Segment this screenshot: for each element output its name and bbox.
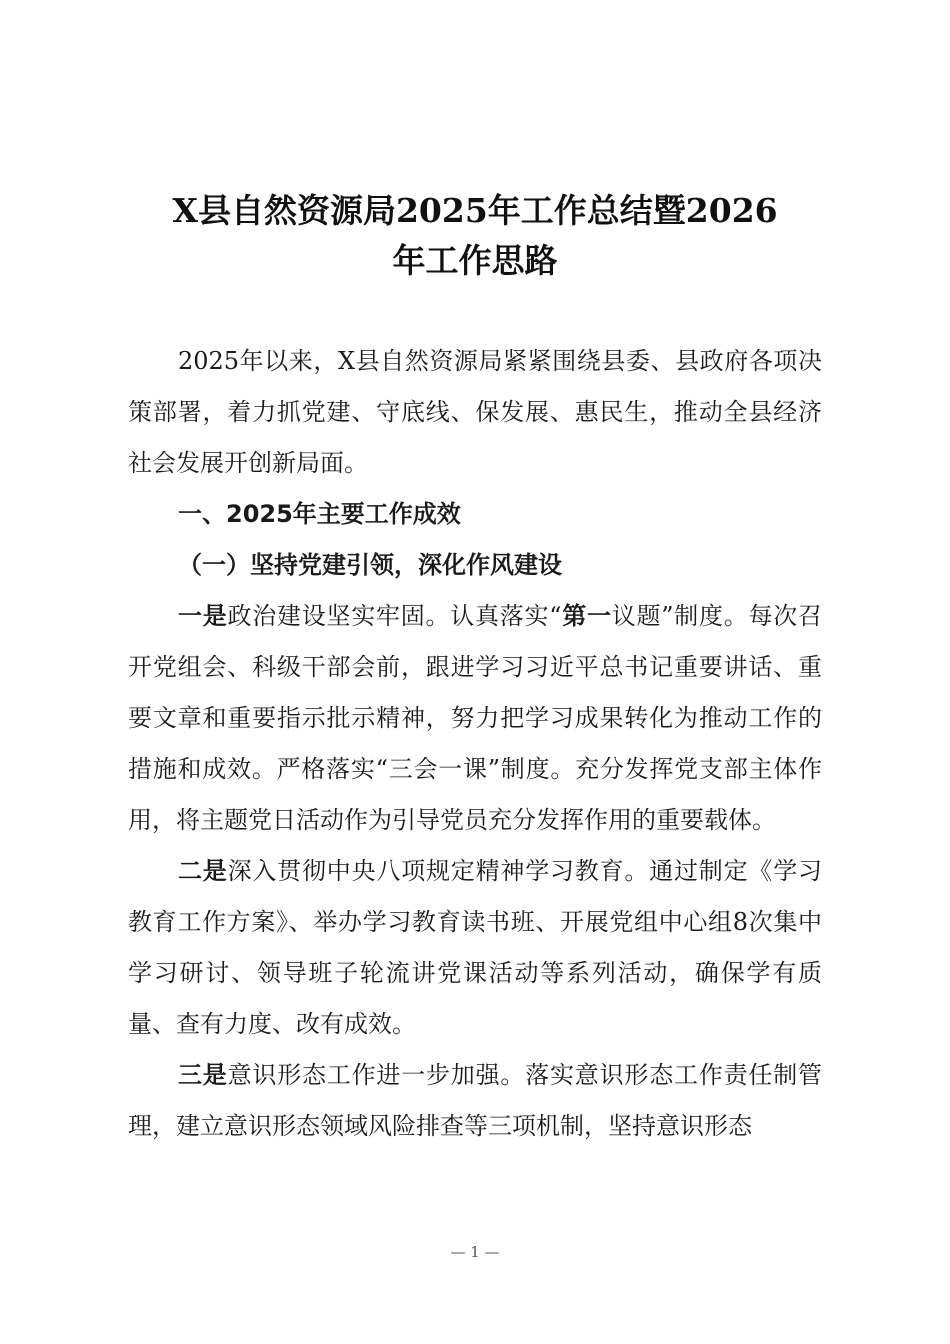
item-text: 政治建设坚实牢固。认真落实“ [227, 602, 562, 630]
item-text: 议题”制度。每次召开党组会、科级干部会前，跟进学习习近平总书记重要讲话、重要文章和重要指示批示精神，努力把学习成果转化为推动工作的措施和成效。严格落实“三会一课”制度。充分发挥党支部主体作用，将主题党日活动作为引导党员充分发挥作用的重要载体。 [128, 602, 822, 834]
item-text: 深入贯彻中央八项规定精神学习教育。通过制定《学习教育工作方案》、举办学习教育读书班、开展党组中心组8次集中学习研讨、领导班子轮流讲党课活动等系列活动，确保学有质量、查有力度、改有成效。 [128, 857, 823, 1038]
item-bold-text: 第一 [561, 602, 612, 630]
intro-paragraph: 2025年以来，X县自然资源局紧紧围绕县委、县政府各项决策部署，着力抓党建、守底线、保发展、惠民生，推动全县经济社会发展开创新局面。 [128, 347, 822, 477]
section-heading: 一、2025年主要工作成效 [178, 500, 461, 528]
document-page [128, 0, 822, 1344]
item-lead: 二是 [178, 857, 228, 885]
item-lead: 一是 [178, 602, 228, 630]
title-line-2: 年工作思路 [392, 241, 558, 280]
subsection-heading: （一）坚持党建引领，深化作风建设 [178, 551, 562, 579]
item-paragraph-3 [128, 1050, 822, 1152]
item-paragraph-1 [128, 591, 822, 846]
title-line-1: X县自然资源局2025年工作总结暨2026 [172, 191, 778, 230]
document-body [128, 336, 822, 1152]
item-lead: 三是 [178, 1061, 228, 1089]
document-title [128, 186, 822, 286]
item-paragraph-2 [128, 846, 822, 1050]
page-number: — 1 — [450, 1243, 500, 1261]
item-text: 意识形态工作进一步加强。落实意识形态工作责任制管理，建立意识形态领域风险排查等三项机制，坚持意识形态 [128, 1061, 823, 1140]
